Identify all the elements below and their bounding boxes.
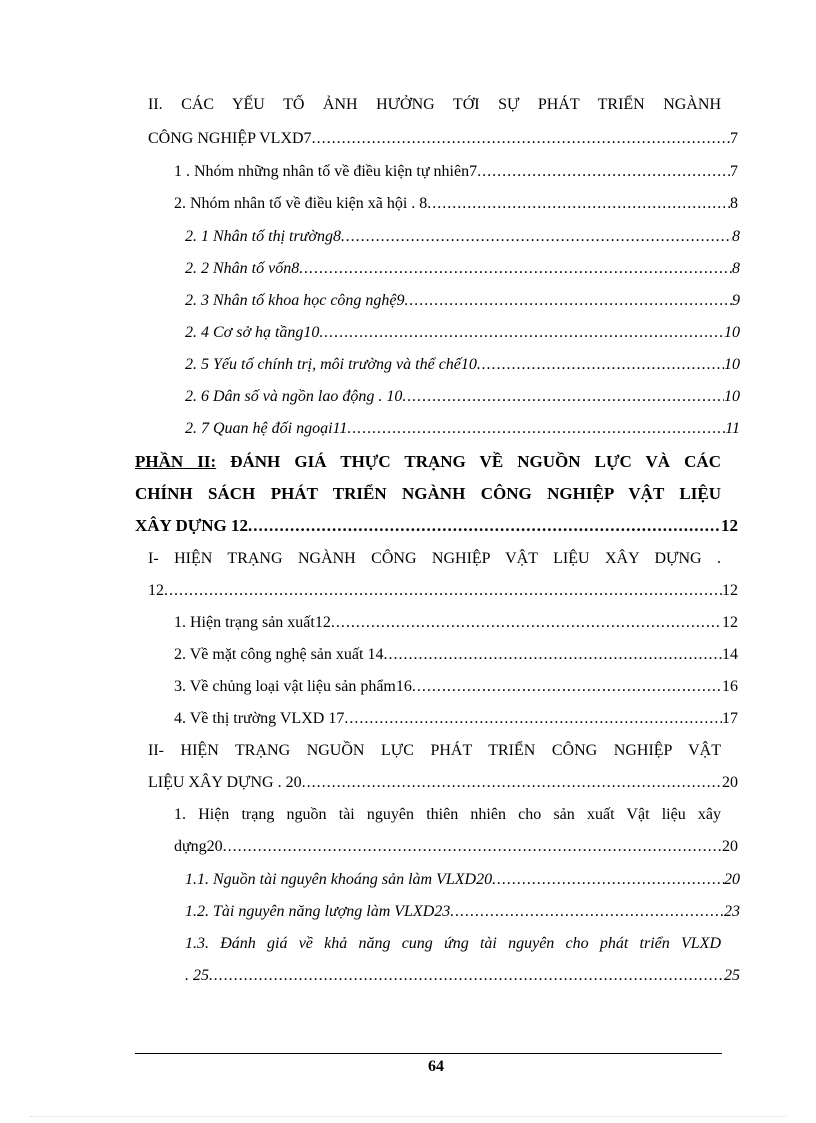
toc-entry[interactable] [174,703,738,735]
toc-entry-nat[interactable] [174,831,738,863]
toc-entry[interactable] [185,253,740,285]
toc-entry-text: 2. 6 Dân số và ngồn lao động . 10 [185,388,403,405]
part-ii-title-start: ĐÁNH GIÁ THỰC TRẠNG VỀ NGUỒN LỰC VÀ CÁC [216,452,721,471]
toc-heading-ii[interactable] [148,123,738,155]
footer-divider [135,1053,722,1054]
leader-dots [402,381,724,413]
toc-heading-ii2-line1: II- HIỆN TRẠNG NGUỒN LỰC PHÁT TRIỂN CÔNG NGHIỆP VẬT [148,742,721,759]
leader-dots [344,703,722,735]
page-edge-divider [30,1116,786,1117]
leader-dots [331,607,722,639]
toc-heading-i-line1: I- HIỆN TRẠNG NGÀNH CÔNG NGHIỆP VẬT LIỆU XÂY DỰNG . [148,550,721,567]
toc-page-number: 10 [724,324,740,341]
toc-page-number: 8 [730,195,738,212]
leader-dots [299,253,732,285]
leader-dots [209,960,724,992]
leader-dots [248,510,721,542]
toc-entry-text: 2. 7 Quan hệ đối ngoại11 [185,420,348,437]
leader-dots [312,123,730,155]
leader-dots [477,156,730,188]
leader-dots [427,188,730,220]
toc-entry-text: 2. 4 Cơ sở hạ tầng10 [185,324,320,341]
leader-dots [347,413,725,445]
toc-heading-i-line2: 12 [148,582,164,599]
toc-heading-ii-line2: CÔNG NGHIỆP VLXD7 [148,130,312,147]
toc-page-number: 9 [732,292,740,309]
toc-heading-i[interactable] [148,575,738,607]
toc-entry-text: 2. 5 Yếu tố chính trị, môi trường và thể chế10 [185,356,477,373]
leader-dots [405,285,732,317]
toc-page-number: 10 [724,356,740,373]
toc-page-number: 12 [722,614,738,631]
leader-dots [164,575,722,607]
toc-entry-text: 3. Về chủng loại vật liệu sản phẩm16 [174,678,412,695]
toc-part-ii-line3: XÂY DỰNG 12 [135,516,249,535]
toc-entry[interactable] [185,381,740,413]
toc-entry[interactable] [174,188,738,220]
toc-entry[interactable] [185,413,740,445]
leader-dots [450,896,724,928]
toc-entry[interactable] [185,317,740,349]
leader-dots [383,639,722,671]
toc-entry[interactable] [185,285,740,317]
toc-entry-text: 2. Nhóm nhân tố về điều kiện xã hội . 8 [174,195,428,212]
leader-dots [492,864,724,896]
toc-entry-text: 2. 3 Nhân tố khoa học công nghệ9 [185,292,405,309]
leader-dots [302,767,722,799]
toc-page-number: 23 [724,903,740,920]
toc-page-number: 8 [732,260,740,277]
toc-page-number: 8 [732,228,740,245]
toc-entry-text: 1.1. Nguồn tài nguyên khoáng sản làm VLXD20 [185,871,493,888]
toc-part-ii-line1 [135,446,721,478]
toc-page-number: 16 [722,678,738,695]
toc-heading-ii-line1: II. CÁC YẾU TỐ ẢNH HƯỞNG TỚI SỰ PHÁT TRIỂN NGÀNH [148,96,721,113]
toc-entry-text: 2. 1 Nhân tố thị trường8 [185,228,341,245]
toc-entry-13[interactable] [185,960,740,992]
toc-entry[interactable] [174,156,738,188]
toc-heading-ii2-line2: LIỆU XÂY DỰNG . 20 [148,774,302,791]
toc-entry[interactable] [174,639,738,671]
leader-dots [223,831,722,863]
leader-dots [477,349,724,381]
toc-entry[interactable] [185,221,740,253]
leader-dots [412,671,722,703]
leader-dots [341,221,732,253]
toc-entry-text: 1 . Nhóm những nhân tố về điều kiện tự nhiên7 [174,163,478,180]
toc-part-ii[interactable] [135,510,738,542]
toc-page-number: 11 [725,420,740,437]
toc-entry-text: 4. Về thị trường VLXD 17 [174,710,345,727]
toc-entry-text: 2. 2 Nhân tố vốn8 [185,260,300,277]
toc-entry[interactable] [185,896,740,928]
toc-page-number: 20 [722,774,738,791]
toc-page-number: 7 [730,163,738,180]
toc-entry-text: 1. Hiện trạng sản xuất12 [174,614,331,631]
toc-entry-nat-line2: dựng20 [174,838,223,855]
toc-entry[interactable] [174,607,738,639]
toc-entry[interactable] [174,671,738,703]
toc-entry-13-line1: 1.3. Đánh giá về khả năng cung ứng tài nguyên cho phát triển VLXD [185,935,721,952]
toc-page-number: 14 [722,646,738,663]
toc-entry-text: 2. Về mặt công nghệ sản xuất 14 [174,646,384,663]
toc-entry-13-line2: . 25 [185,967,209,984]
toc-entry[interactable] [185,864,740,896]
part-ii-label: PHẦN II: [135,452,217,471]
page-number: 64 [428,1058,444,1075]
toc-page-number: 12 [721,516,738,535]
toc-page-number: 10 [724,388,740,405]
leader-dots [319,317,724,349]
toc-page-number: 25 [724,967,740,984]
toc-page-number: 7 [730,130,738,147]
toc-page-number: 20 [724,871,740,888]
toc-page-number: 12 [722,582,738,599]
toc-entry-nat-line1: 1. Hiện trạng nguồn tài nguyên thiên nhiên cho sản xuất Vật liệu xây [174,806,721,823]
toc-part-ii-line2: CHÍNH SÁCH PHÁT TRIỂN NGÀNH CÔNG NGHIỆP VẬT LIỆU [135,484,721,503]
toc-page-number: 17 [722,710,738,727]
toc-entry[interactable] [185,349,740,381]
toc-heading-ii2[interactable] [148,767,738,799]
toc-entry-text: 1.2. Tài nguyên năng lượng làm VLXD23 [185,903,451,920]
toc-page-number: 20 [722,838,738,855]
